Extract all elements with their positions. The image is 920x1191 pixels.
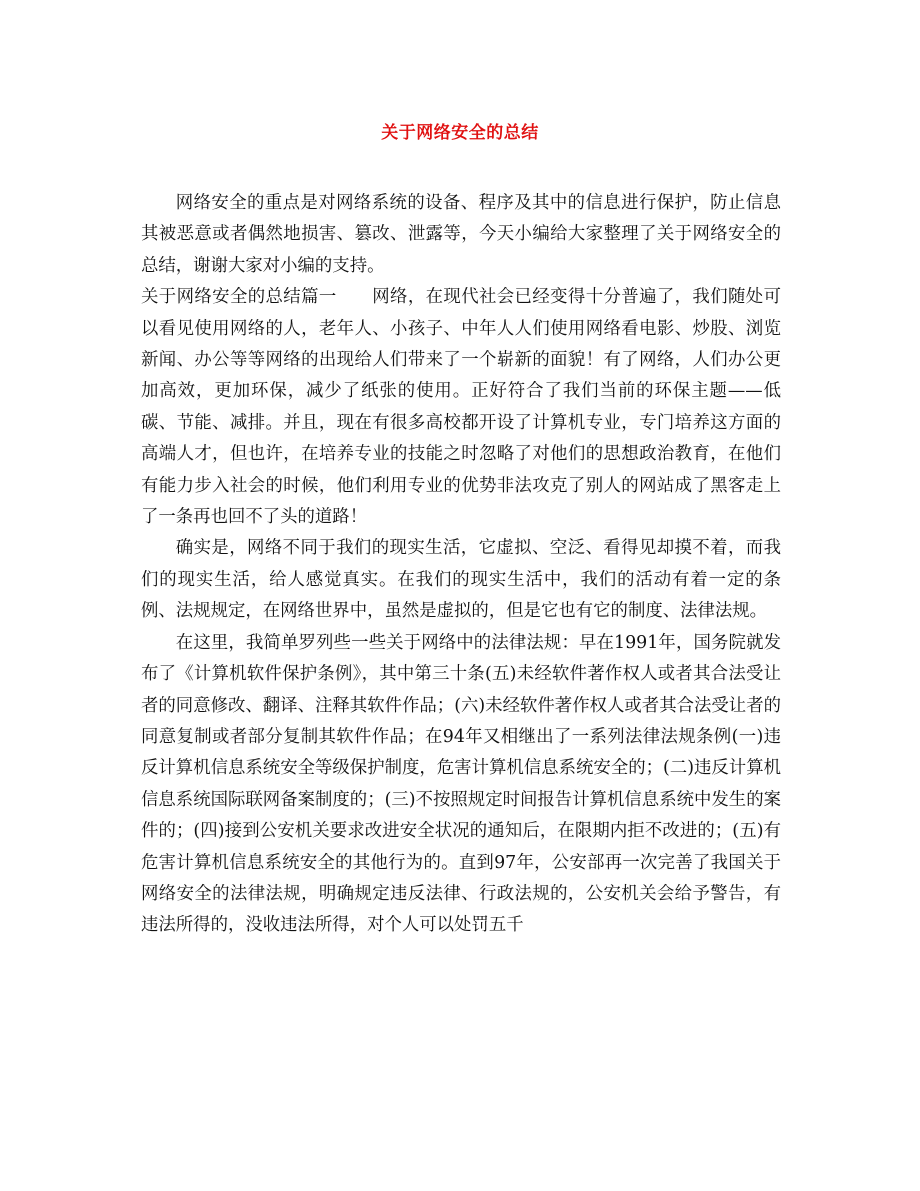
reality-paragraph: 确实是，网络不同于我们的现实生活，它虚拟、空泛、看得见却摸不着，而我们的现实生活，给人感觉真实。在我们的现实生活中，我们的活动有着一定的条例、法规规定，在网络世界中，虽然是虚拟的，但是它也有它的制度、法律法规。 (141, 538, 781, 622)
document-title: 关于网络安全的总结 (381, 123, 539, 143)
law-paragraph: 在这里，我简单罗列些一些关于网络中的法律法规：早在1991年，国务院就发布了《计算机软件保护条例》，其中第三十条(五)未经软件著作权人或者其合法受让者的同意修改、翻译、注释其软件作品；(六)未经软件著作权人或者其合法受让者的同意复制或者部分复制其软件作品；在94年又相继出了一系列法律法规条例(一)违反计算机信息系统安全等级保护制度，危害计算机信息系统安全的；(二)违反计算机信息系统国际联网备案制度的；(三)不按照规定时间报告计算机信息系统中发生的案件的；(四)接到公安机关要求改进安全状况的通知后，在限期内拒不改进的；(五)有危害计算机信息系统安全的其他行为的。直到97年，公安部再一次完善了我国关于网络安全的法律法规，明确规定违反法律、行政法规的，公安机关会给予警告，有违法所得的，没收违法所得，对个人可以处罚五千 (141, 632, 781, 936)
document-body (141, 188, 781, 942)
section-heading: 关于网络安全的总结篇一 (141, 287, 337, 308)
intro-paragraph: 网络安全的重点是对网络系统的设备、程序及其中的信息进行保护，防止信息其被恶意或者偶然地损害、篡改、泄露等，今天小编给大家整理了关于网络安全的总结，谢谢大家对小编的支持。 (141, 193, 781, 276)
section-one-paragraph (141, 282, 781, 533)
section-one-text: 网络，在现代社会已经变得十分普遍了，我们随处可以看见使用网络的人，老年人、小孩子、中年人人们使用网络看电影、炒股、浏览新闻、办公等等网络的出现给人们带来了一个崭新的面貌！有了网络，人们办公更加高效，更加环保，减少了纸张的使用。正好符合了我们当前的环保主题——低碳、节能、减排。并且，现在有很多高校都开设了计算机专业，专门培养这方面的高端人才，但也许，在培养专业的技能之时忽略了对他们的思想政治教育，在他们有能力步入社会的时候，他们利用专业的优势非法攻克了别人的网站成了黑客走上了一条再也回不了头的道路！ (141, 287, 781, 528)
section-gap (337, 287, 373, 307)
